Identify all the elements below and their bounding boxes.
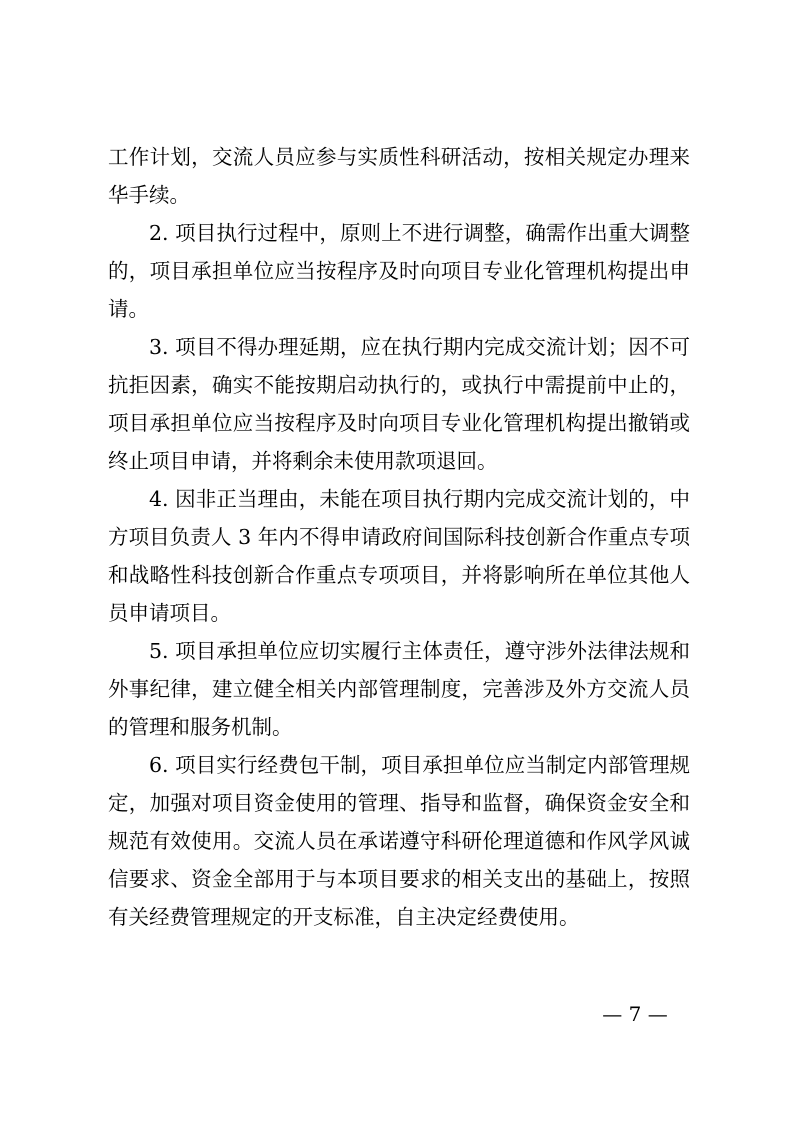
paragraph-item-4: 4. 因非正当理由，未能在项目执行期内完成交流计划的，中方项目负责人 3 年内不得申请政府间国际科技创新合作重点专项和战略性科技创新合作重点专项项目，并将影响所在单位其他人员申请项目。 xyxy=(108,487,690,625)
paragraph-item-3: 3. 项目不得办理延期，应在执行期内完成交流计划；因不可抗拒因素，确实不能按期启动执行的，或执行中需提前中止的，项目承担单位应当按程序及时向项目专业化管理机构提出撤销或终止项目申请，并将剩余未使用款项退回。 xyxy=(108,335,690,473)
page-number: — 7 — xyxy=(602,1002,668,1026)
paragraph-item-6: 6. 项目实行经费包干制，项目承担单位应当制定内部管理规定，加强对项目资金使用的管理、指导和监督，确保资金安全和规范有效使用。交流人员在承诺遵守科研伦理道德和作风学风诚信要求、资金全部用于与本项目要求的相关支出的基础上，按照有关经费管理规定的开支标准，自主决定经费使用。 xyxy=(108,753,690,929)
document-body xyxy=(108,138,690,936)
paragraph-continuation: 工作计划，交流人员应参与实质性科研活动，按相关规定办理来华手续。 xyxy=(108,145,690,207)
paragraph-item-5: 5. 项目承担单位应切实履行主体责任，遵守涉外法律法规和外事纪律，建立健全相关内部管理制度，完善涉及外方交流人员的管理和服务机制。 xyxy=(108,639,690,739)
paragraph-item-2: 2. 项目执行过程中，原则上不进行调整，确需作出重大调整的，项目承担单位应当按程序及时向项目专业化管理机构提出申请。 xyxy=(108,221,690,321)
